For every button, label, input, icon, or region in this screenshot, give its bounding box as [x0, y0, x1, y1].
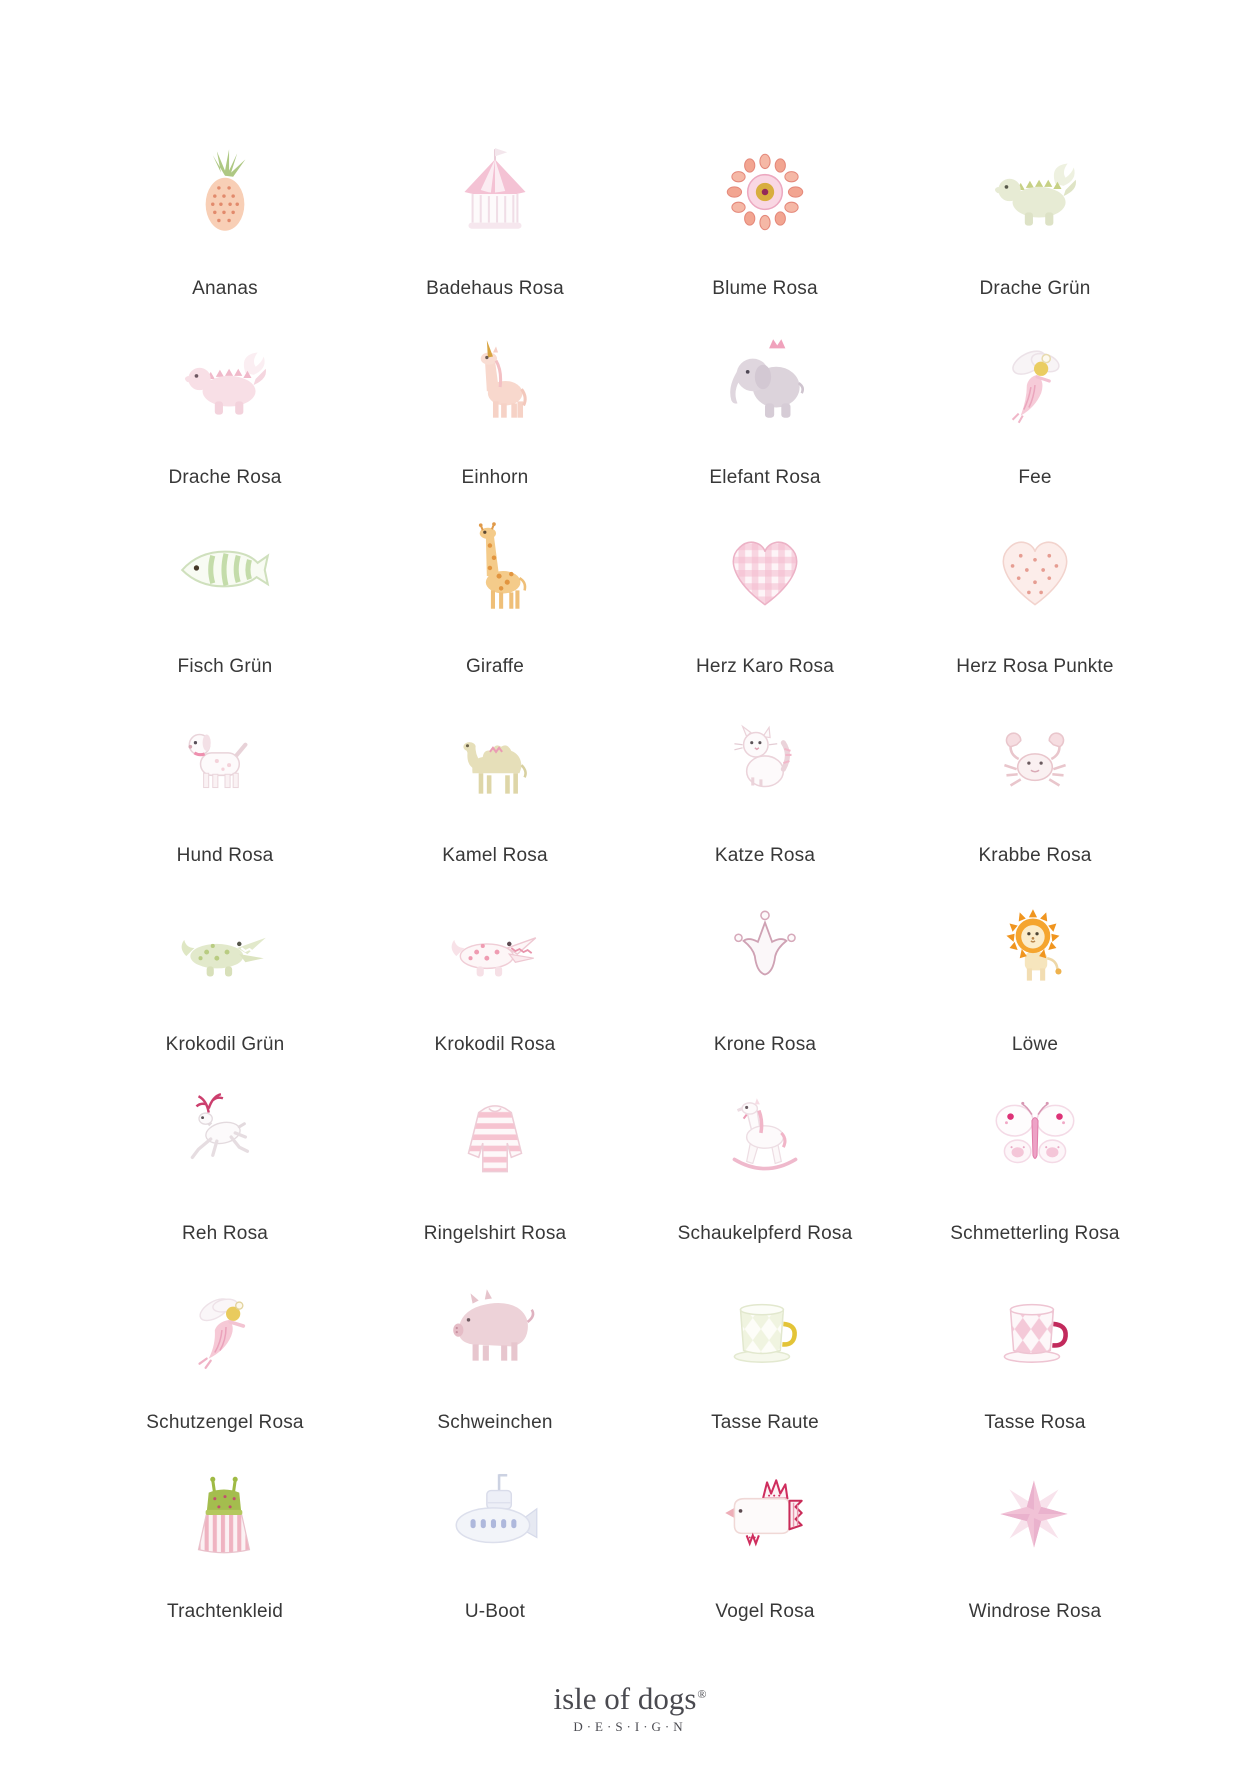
- pattern-item: [630, 134, 900, 323]
- heart-dots-pink-icon: [982, 512, 1088, 628]
- pattern-label: Windrose Rosa: [968, 1601, 1102, 1622]
- pattern-label: Schweinchen: [437, 1412, 553, 1433]
- pattern-item: [900, 1457, 1170, 1646]
- butterfly-pink-icon: [982, 1079, 1088, 1195]
- pattern-item: [360, 1079, 630, 1268]
- pattern-label: Schmetterling Rosa: [950, 1223, 1120, 1244]
- pattern-item: [900, 701, 1170, 890]
- pattern-label: Fee: [1018, 467, 1052, 488]
- elephant-pink-icon: [712, 323, 818, 439]
- pattern-label: Giraffe: [465, 656, 525, 677]
- pattern-item: [630, 890, 900, 1079]
- pattern-item: [90, 1079, 360, 1268]
- pattern-label: Fisch Grün: [177, 656, 273, 677]
- fairy-icon: [982, 323, 1088, 439]
- pattern-label: Krone Rosa: [713, 1034, 817, 1055]
- pattern-label: Herz Karo Rosa: [696, 656, 834, 677]
- pattern-item: [360, 1268, 630, 1457]
- pattern-item: [90, 134, 360, 323]
- pattern-label: Ananas: [192, 278, 258, 299]
- pattern-label: Ringelshirt Rosa: [423, 1223, 567, 1244]
- pattern-label: Drache Grün: [979, 278, 1091, 299]
- dog-pink-icon: [172, 701, 278, 817]
- cup-diamond-green-icon: [712, 1268, 818, 1384]
- pattern-label: Elefant Rosa: [709, 467, 821, 488]
- pattern-label: Schaukelpferd Rosa: [677, 1223, 853, 1244]
- pattern-label: Schutzengel Rosa: [146, 1412, 304, 1433]
- pattern-label: Trachtenkleid: [167, 1601, 283, 1622]
- crown-pink-icon: [712, 890, 818, 1006]
- pattern-item: [360, 701, 630, 890]
- pattern-item: [90, 512, 360, 701]
- fish-green-icon: [172, 512, 278, 628]
- pattern-label: Vogel Rosa: [715, 1601, 815, 1622]
- guardian-angel-pink-icon: [172, 1268, 278, 1384]
- pattern-label: Tasse Raute: [711, 1412, 819, 1433]
- pattern-label: Drache Rosa: [168, 467, 282, 488]
- bathhouse-pink-icon: [442, 134, 548, 250]
- pattern-item: [360, 1457, 630, 1646]
- pattern-item: [630, 512, 900, 701]
- pattern-label: Herz Rosa Punkte: [956, 656, 1114, 677]
- pattern-grid: [90, 134, 1170, 1646]
- pattern-label: Kamel Rosa: [442, 845, 548, 866]
- pattern-item: [90, 1268, 360, 1457]
- striped-shirt-pink-icon: [442, 1079, 548, 1195]
- pattern-item: [900, 1079, 1170, 1268]
- submarine-icon: [442, 1457, 548, 1573]
- deer-pink-icon: [172, 1079, 278, 1195]
- pattern-item: [630, 701, 900, 890]
- pattern-label: Krokodil Grün: [165, 1034, 285, 1055]
- pattern-item: [630, 323, 900, 512]
- pattern-item: [360, 323, 630, 512]
- pattern-label: Löwe: [1011, 1034, 1059, 1055]
- cat-pink-icon: [712, 701, 818, 817]
- unicorn-icon: [442, 323, 548, 439]
- pattern-item: [360, 512, 630, 701]
- flower-pink-icon: [712, 134, 818, 250]
- compass-rose-pink-icon: [982, 1457, 1088, 1573]
- lion-icon: [982, 890, 1088, 1006]
- pattern-item: [630, 1268, 900, 1457]
- pattern-label: Blume Rosa: [712, 278, 818, 299]
- pattern-item: [360, 134, 630, 323]
- pattern-item: [630, 1457, 900, 1646]
- crocodile-pink-icon: [442, 890, 548, 1006]
- pattern-item: [630, 1079, 900, 1268]
- pattern-label: Einhorn: [461, 467, 529, 488]
- brand-footer: [0, 1682, 1260, 1735]
- pattern-label: Badehaus Rosa: [426, 278, 564, 299]
- pattern-item: [900, 890, 1170, 1079]
- pattern-label: Hund Rosa: [176, 845, 274, 866]
- registered-trademark: ®: [697, 1686, 707, 1701]
- pattern-label: Katze Rosa: [714, 845, 816, 866]
- heart-gingham-pink-icon: [712, 512, 818, 628]
- crocodile-green-icon: [172, 890, 278, 1006]
- pattern-item: [900, 1268, 1170, 1457]
- cup-diamond-pink-icon: [982, 1268, 1088, 1384]
- pattern-item: [900, 134, 1170, 323]
- pattern-item: [90, 890, 360, 1079]
- giraffe-icon: [442, 512, 548, 628]
- camel-pink-icon: [442, 701, 548, 817]
- pineapple-icon: [172, 134, 278, 250]
- brand-logo-text: isle of dogs®: [553, 1681, 707, 1716]
- pattern-label: U-Boot: [464, 1601, 526, 1622]
- pattern-item: [90, 1457, 360, 1646]
- pattern-item: [360, 890, 630, 1079]
- pattern-label: Tasse Rosa: [984, 1412, 1086, 1433]
- dragon-pink-icon: [172, 323, 278, 439]
- pattern-item: [900, 512, 1170, 701]
- piglet-icon: [442, 1268, 548, 1384]
- pattern-label: Krokodil Rosa: [434, 1034, 556, 1055]
- pattern-item: [90, 323, 360, 512]
- crab-pink-icon: [982, 701, 1088, 817]
- bird-pink-icon: [712, 1457, 818, 1573]
- pattern-label: Reh Rosa: [181, 1223, 269, 1244]
- pattern-item: [90, 701, 360, 890]
- dragon-green-icon: [982, 134, 1088, 250]
- dirndl-dress-icon: [172, 1457, 278, 1573]
- rocking-horse-pink-icon: [712, 1079, 818, 1195]
- brand-design-text: D·E·S·I·G·N: [573, 1719, 687, 1735]
- pattern-label: Krabbe Rosa: [978, 845, 1092, 866]
- pattern-item: [900, 323, 1170, 512]
